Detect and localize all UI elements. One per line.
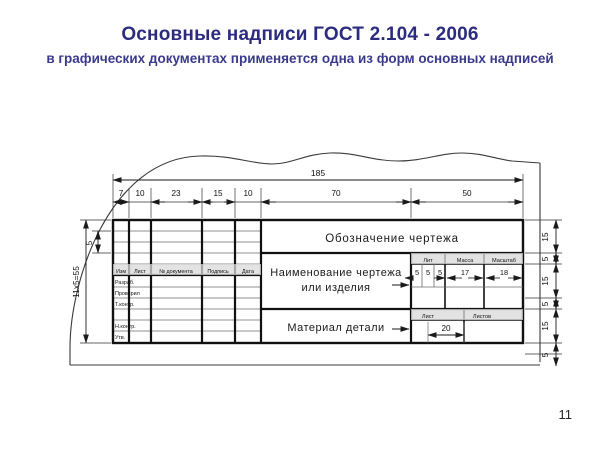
- dim-inner-18: 18: [499, 268, 509, 277]
- dim-seg-10a: 10: [135, 189, 145, 198]
- dim-right-15b: 15: [541, 276, 550, 286]
- title-block: [0, 24, 600, 67]
- cell-material: Материал детали: [287, 322, 385, 334]
- row-nkontr: Н.контр.: [115, 324, 136, 330]
- cell-designation: Обозначение чертежа: [325, 233, 459, 245]
- technical-drawing: [0, 130, 600, 430]
- hdr-doc: № документа: [159, 269, 193, 275]
- dim-left-total: 11x5=55: [71, 266, 81, 298]
- dim-seg-23: 23: [171, 189, 181, 198]
- dim-left-single: 5: [84, 240, 94, 246]
- dim-right-5c: 5: [541, 352, 550, 358]
- row-proveril: Проверил: [115, 291, 140, 297]
- dim-inner-5b: 5: [425, 268, 431, 277]
- hdr-sheets: Листов: [472, 314, 492, 320]
- row-tkontr: Т.контр.: [115, 302, 135, 308]
- page-title: Основные надписи ГОСТ 2.104 - 2006: [121, 24, 479, 45]
- page-subtitle: в графических документах применяется одна из форм основных надписей: [46, 50, 554, 66]
- hdr-massa: Масса: [456, 258, 474, 264]
- cell-name-line2: или изделия: [301, 282, 371, 294]
- dim-inner-17: 17: [460, 268, 470, 277]
- dim-right-15c: 15: [541, 321, 550, 331]
- hdr-date: Дата: [242, 269, 254, 275]
- dim-right-5b: 5: [541, 301, 550, 307]
- dim-seg-15: 15: [213, 189, 223, 198]
- dim-seg-7: 7: [118, 189, 124, 198]
- hdr-sheet: Лист: [421, 314, 435, 320]
- page-number: 11: [558, 407, 572, 422]
- dim-seg-70: 70: [331, 189, 341, 198]
- dim-seg-50: 50: [462, 189, 472, 198]
- dim-right-15a: 15: [541, 232, 550, 242]
- row-utv: Утв.: [115, 335, 126, 341]
- dim-seg-10b: 10: [243, 189, 253, 198]
- hdr-lit: Лит: [423, 258, 433, 264]
- dim-185: 185: [310, 168, 326, 178]
- hdr-sign: Подпись: [207, 269, 229, 275]
- hdr-scale: Масштаб: [492, 258, 516, 264]
- cell-name-line1: Наименование чертежа: [270, 267, 402, 279]
- hdr-list: Лист: [134, 269, 146, 275]
- dim-inner-5a: 5: [414, 268, 420, 277]
- hdr-izm: Изм: [115, 269, 127, 275]
- dim-right-5a: 5: [541, 256, 550, 262]
- row-razrab: Разраб.: [115, 280, 135, 286]
- dim-inner-5c: 5: [437, 268, 443, 277]
- dim-sheet-20: 20: [441, 324, 451, 333]
